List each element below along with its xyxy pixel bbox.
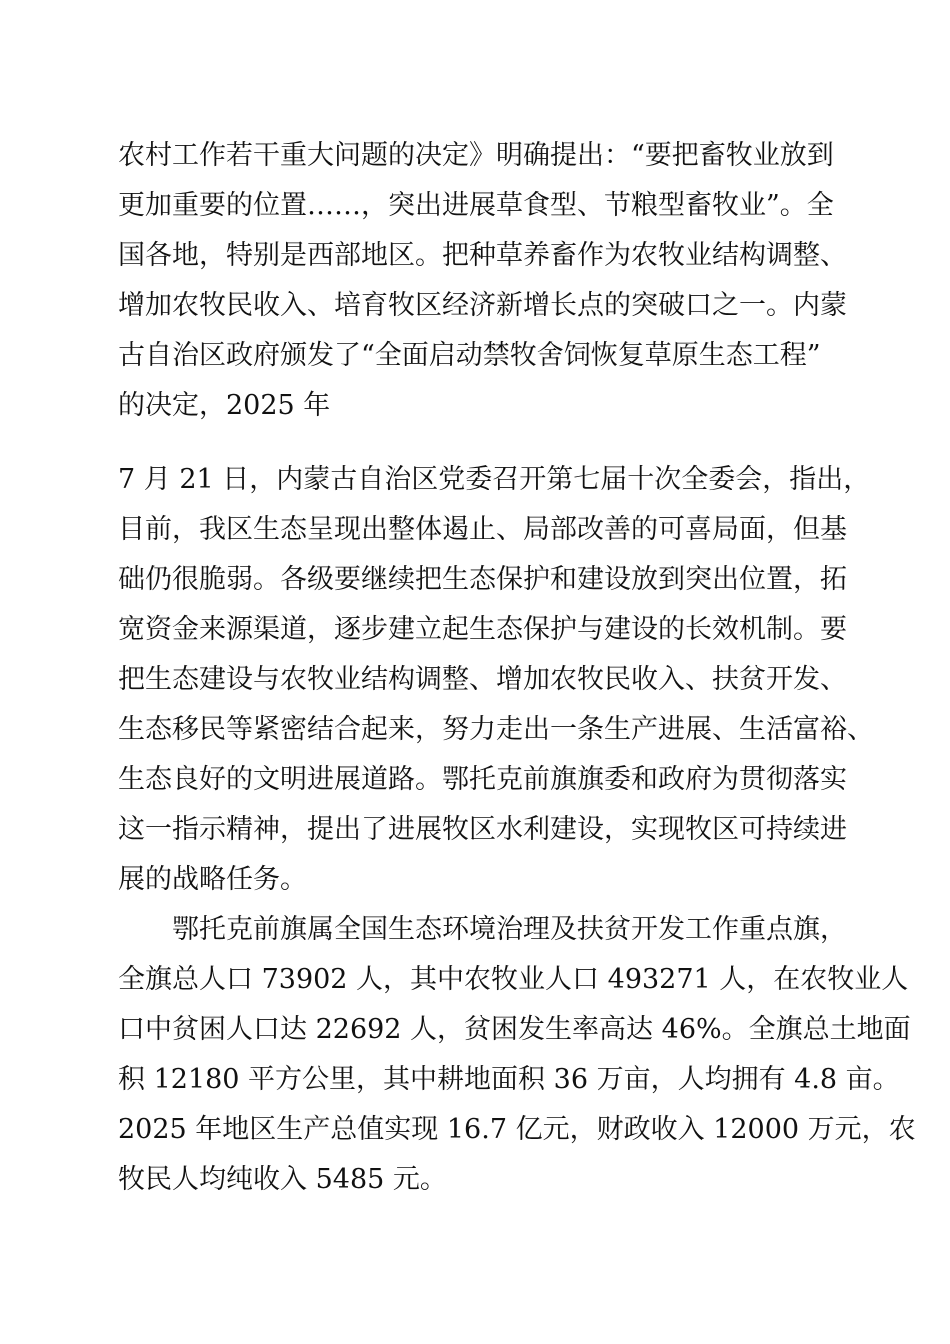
paragraph-1-line: 国各地，特别是西部地区。把种草养畜作为农牧业结构调整、 [118, 240, 847, 271]
paragraph-3-line: 牧民人均纯收入 5485 元。 [118, 1164, 447, 1195]
paragraph-1-line: 更加重要的位置……，突出进展草食型、节粮型畜牧业”。全 [118, 190, 834, 221]
paragraph-1-line: 古自治区政府颁发了“全面启动禁牧舍饲恢复草原生态工程” [118, 340, 821, 371]
paragraph-1-line: 增加农牧民收入、培育牧区经济新增长点的突破口之一。内蒙 [118, 290, 847, 321]
paragraph-3-line: 全旗总人口 73902 人，其中农牧业人口 493271 人，在农牧业人 [118, 964, 909, 995]
paragraph-3-line: 2025 年地区生产总值实现 16.7 亿元，财政收入 12000 万元，农 [118, 1114, 916, 1145]
paragraph-2-line: 础仍很脆弱。各级要继续把生态保护和建设放到突出位置，拓 [118, 564, 847, 595]
paragraph-1-line: 的决定，2025 年 [118, 390, 331, 421]
paragraph-2-line: 这一指示精神，提出了进展牧区水利建设，实现牧区可持续进 [118, 814, 847, 845]
paragraph-3-line: 积 12180 平方公里，其中耕地面积 36 万亩，人均拥有 4.8 亩。 [118, 1064, 900, 1095]
paragraph-2-line: 生态移民等紧密结合起来，努力走出一条生产进展、生活富裕、 [118, 714, 874, 745]
paragraph-2-line: 宽资金来源渠道，逐步建立起生态保护与建设的长效机制。要 [118, 614, 847, 645]
paragraph-2-line: 生态良好的文明进展道路。鄂托克前旗旗委和政府为贯彻落实 [118, 764, 847, 795]
paragraph-2-line: 展的战略任务。 [118, 864, 307, 895]
paragraph-2-line: 把生态建设与农牧业结构调整、增加农牧民收入、扶贫开发、 [118, 664, 847, 695]
paragraph-1-line: 农村工作若干重大问题的决定》明确提出：“要把畜牧业放到 [118, 140, 834, 171]
paragraph-2-line: 7 月 21 日，内蒙古自治区党委召开第七届十次全委会，指出， [118, 464, 871, 495]
paragraph-3-line: 口中贫困人口达 22692 人，贫困发生率高达 46%。全旗总土地面 [118, 1014, 911, 1045]
paragraph-3-line: 鄂托克前旗属全国生态环境治理及扶贫开发工作重点旗， [172, 914, 847, 945]
paragraph-2-line: 目前，我区生态呈现出整体遏止、局部改善的可喜局面，但基 [118, 514, 847, 545]
